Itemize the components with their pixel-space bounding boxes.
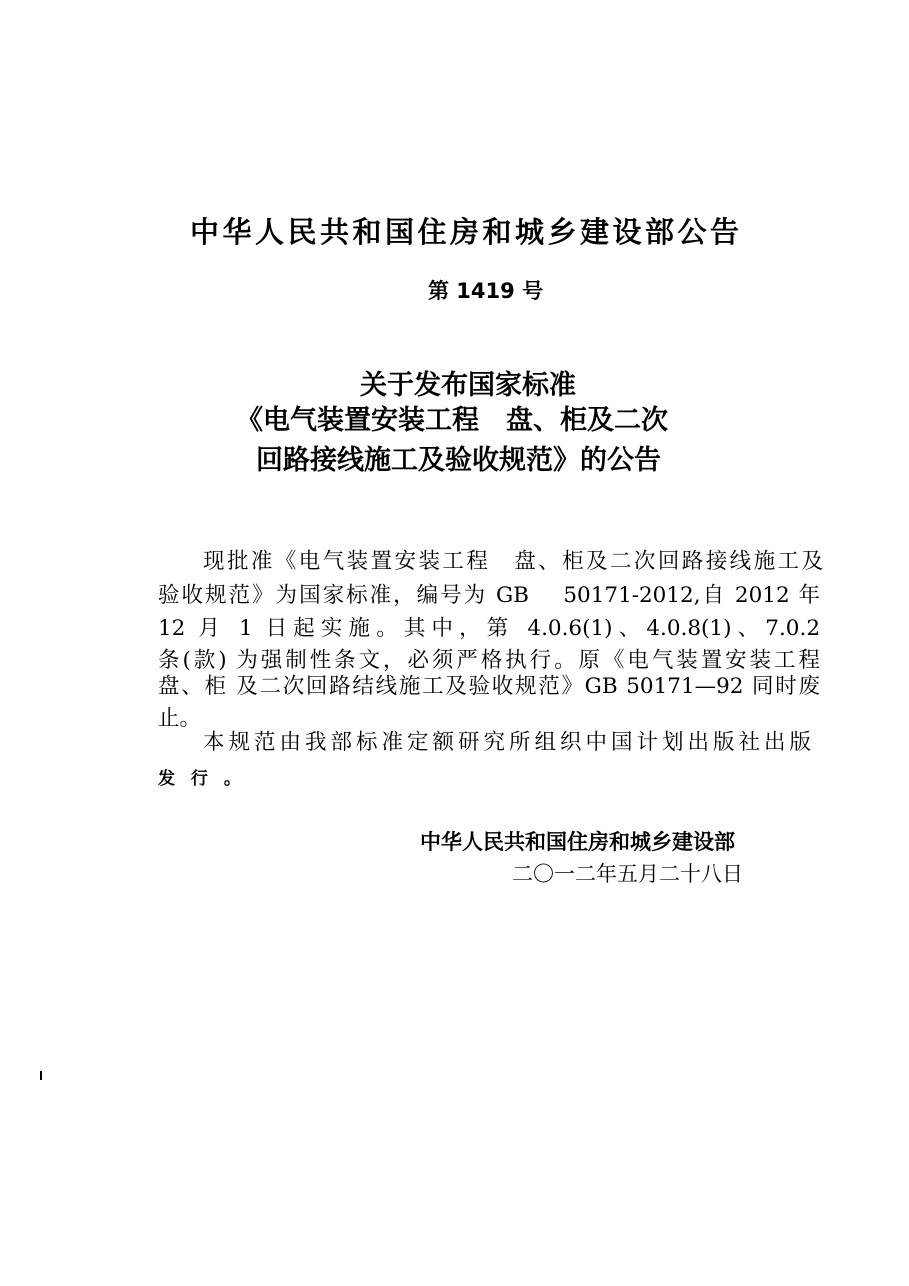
body-line-2: 验收规范》为国家标准，编号为 GB 50171-2012,自 2012 年: [158, 583, 820, 608]
signature-organization: 中华人民共和国住房和城乡建设部: [420, 830, 735, 854]
title-line-3: 回路接线施工及验收规范》的公告: [256, 445, 661, 476]
body-line-4: 条(款) 为强制性条文，必须严格执行。原《电气装置安装工程: [158, 648, 820, 673]
title-line-1: 关于发布国家标准: [360, 370, 576, 401]
body-line-3: 12 月 1 日起实施。其中，第 4.0.6(1)、4.0.8(1)、7.0.2: [158, 616, 820, 641]
title-line-2: 《电气装置安装工程 盘、柜及二次: [236, 405, 668, 436]
signature-date: 二〇一二年五月二十八日: [512, 862, 743, 886]
body-line-5: 盘、柜 及二次回路结线施工及验收规范》GB 50171—92 同时废: [158, 674, 820, 699]
announcement-number: 第 1419 号: [428, 279, 544, 303]
body-line-8: 发 行 。: [158, 769, 246, 789]
margin-mark: [40, 1071, 42, 1080]
issuer-heading: 中华人民共和国住房和城乡建设部公告: [190, 215, 743, 249]
body-line-1: 现批准《电气装置安装工程 盘、柜及二次回路接线施工及: [203, 549, 823, 574]
body-line-6: 止。: [158, 706, 202, 731]
body-line-7: 本规范由我部标准定额研究所组织中国计划出版社出版: [203, 730, 811, 755]
